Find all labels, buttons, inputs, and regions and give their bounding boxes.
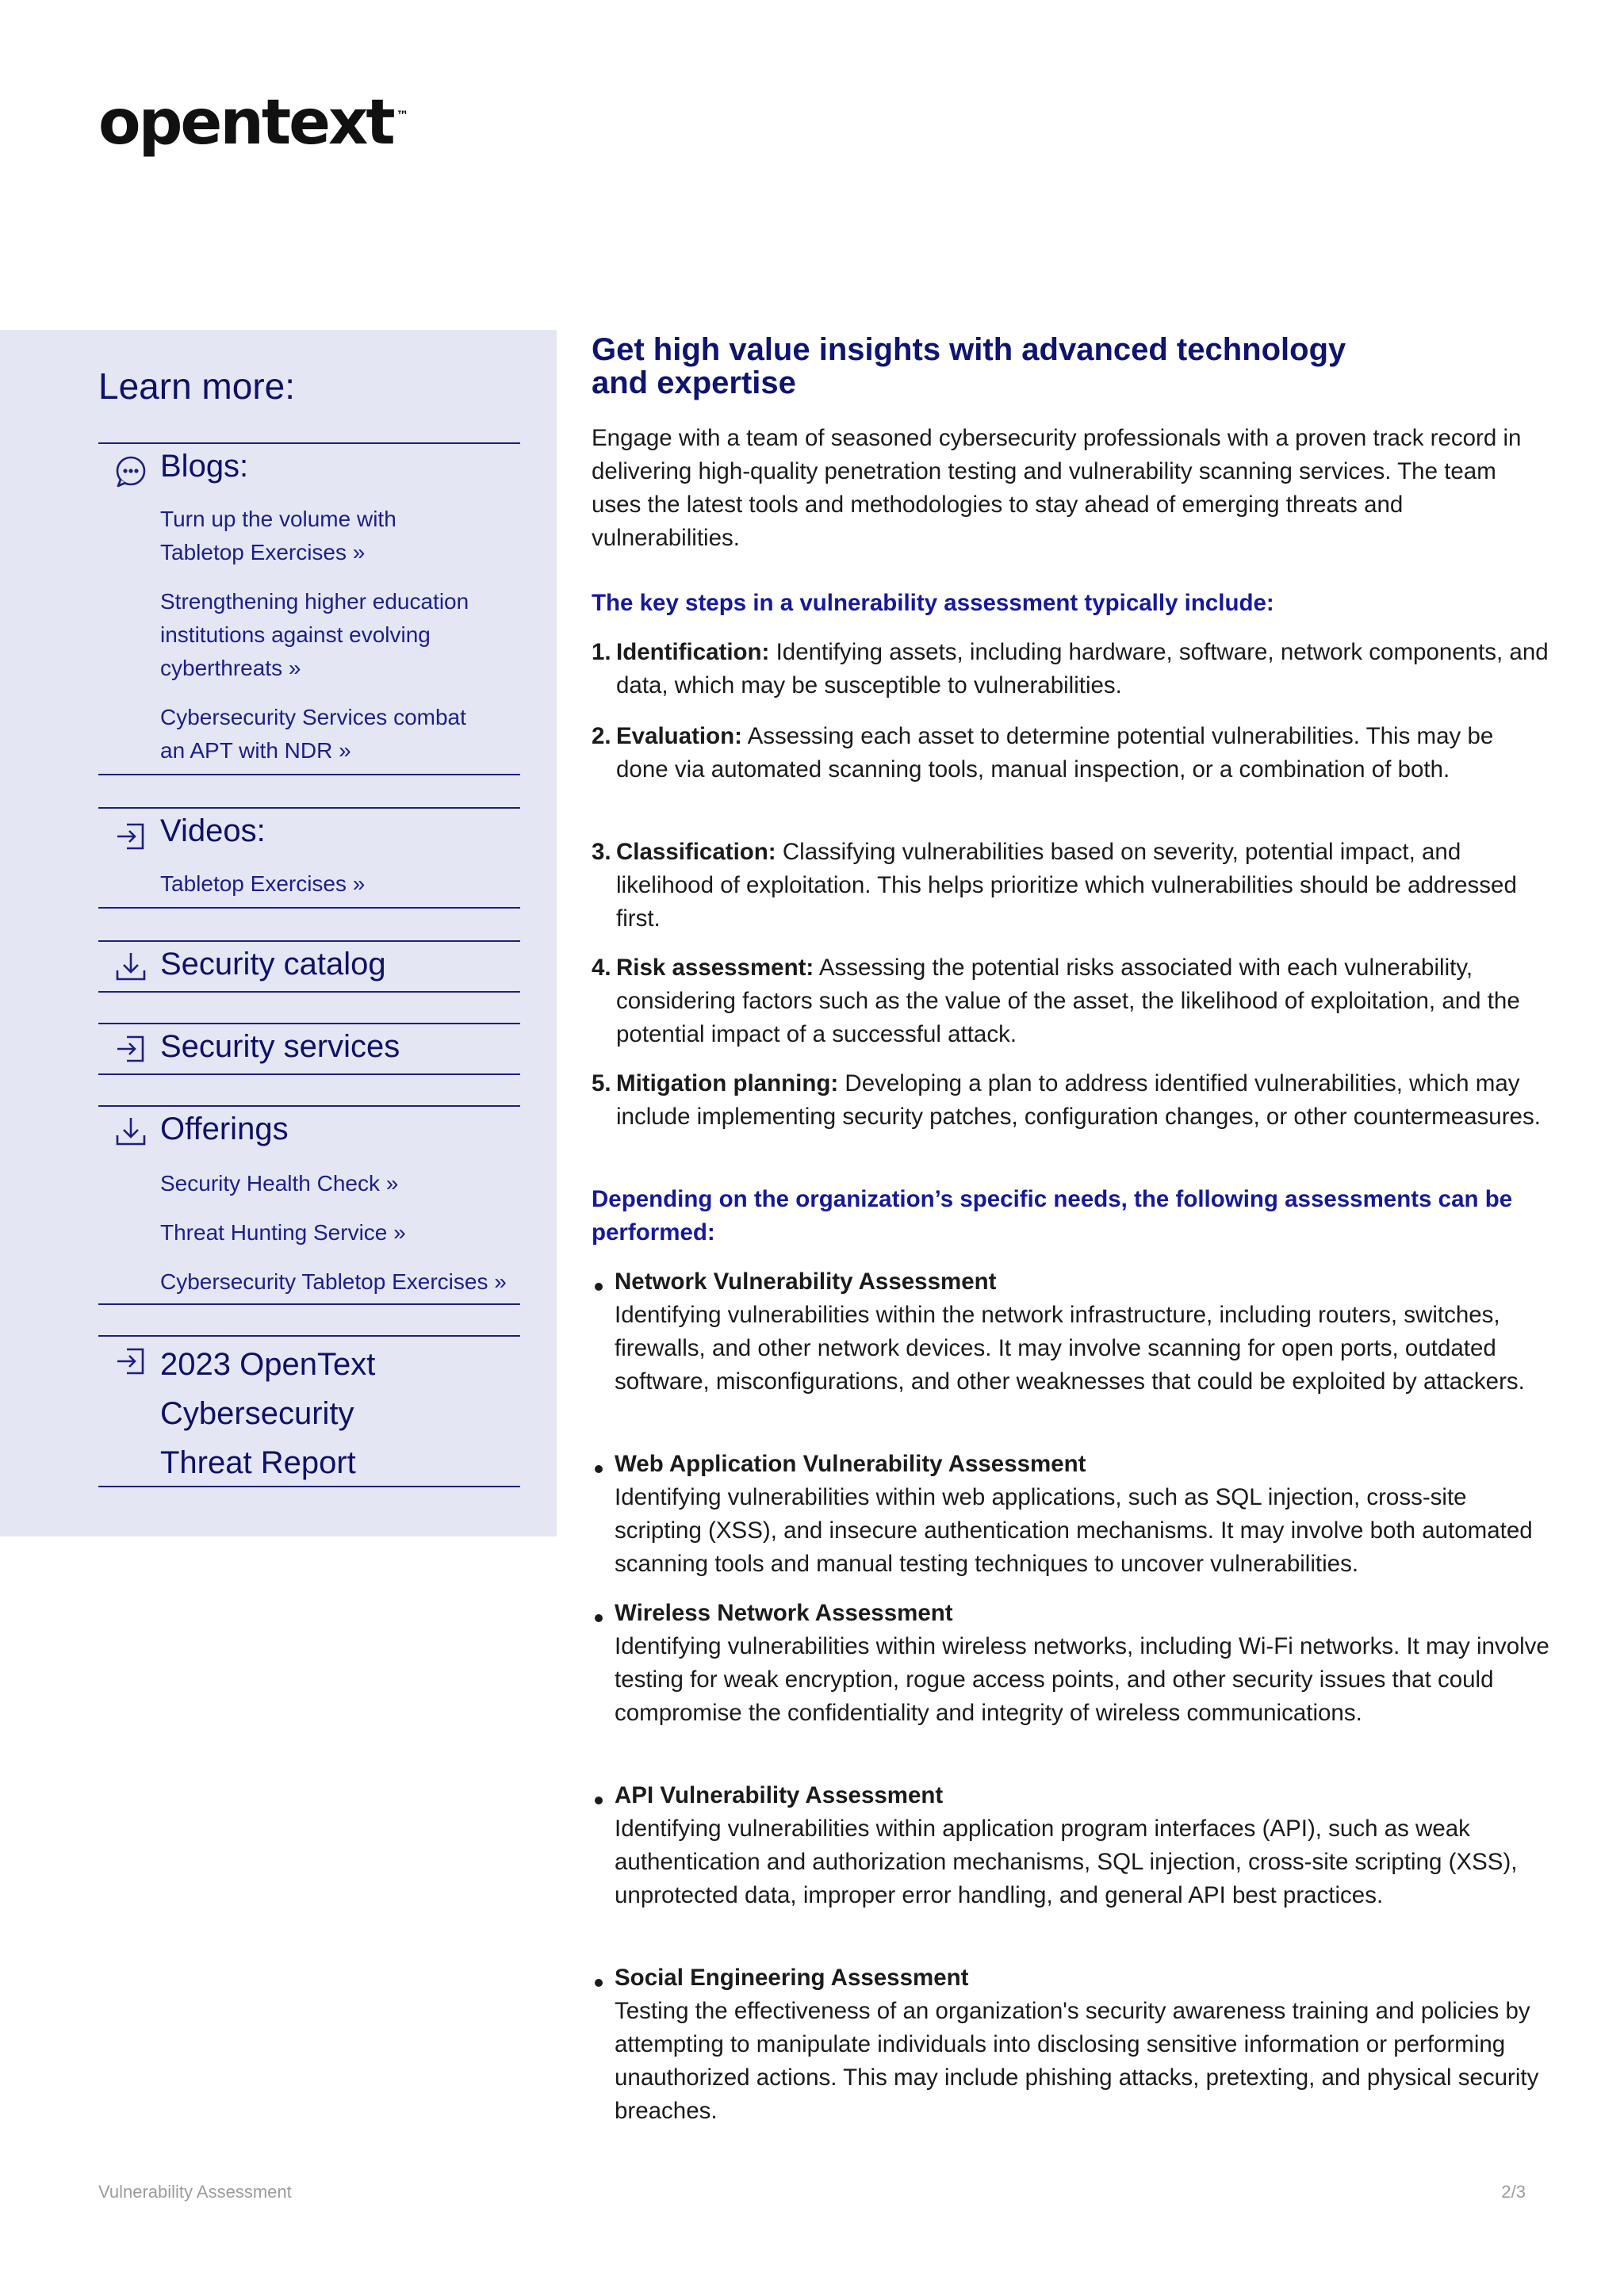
blog-link-higher-education[interactable]: Strengthening higher education institutions against evolving cyberthreats » — [160, 589, 469, 680]
bullet — [595, 1979, 603, 1987]
step-number: 4. — [592, 955, 611, 981]
threat-report-link[interactable] — [98, 1335, 520, 1487]
security-catalog-title: Security catalog — [160, 947, 386, 982]
footer-page-number: 2/3 — [1501, 2182, 1526, 2202]
step-evaluation: Evaluation: Assessing each asset to determine potential vulnerabilities. This may be done via automated scanning tools, manual inspection, or a combination of both. — [616, 723, 1494, 783]
assessment-text-social-engineering: Testing the effectiveness of an organization's security awareness training and policies by attempting to manipulate individuals into disclosing sensitive information or performing unauthorized actions. This may include phishing attacks, pretexting, and physical security breaches. — [615, 1998, 1539, 2124]
download-icon — [114, 950, 147, 983]
offerings-section — [98, 1105, 520, 1305]
offering-link-tabletop-exercises[interactable]: Cybersecurity Tabletop Exercises » — [160, 1269, 507, 1294]
assessment-title-api: API Vulnerability Assessment — [615, 1782, 944, 1808]
chat-bubble-icon — [114, 455, 147, 488]
offerings-title: Offerings — [160, 1112, 289, 1146]
bullet — [595, 1465, 603, 1473]
step-number: 5. — [592, 1070, 611, 1096]
blogs-section — [98, 442, 520, 775]
security-services-link[interactable] — [98, 1023, 520, 1075]
arrow-into-box-icon — [114, 1345, 147, 1378]
step-number: 3. — [592, 839, 611, 865]
offering-link-health-check[interactable]: Security Health Check » — [160, 1171, 399, 1196]
assessment-text-api: Identifying vulnerabilities within application program interfaces (API), such as weak authentication and authorization mechanisms, SQL injection, cross-site scripting (XSS), unprotected data, improper error handling, and general API best practices. — [615, 1816, 1518, 1908]
security-catalog-link[interactable] — [98, 940, 520, 993]
blogs-title: Blogs: — [160, 449, 249, 484]
threat-report-title: 2023 OpenText Cybersecurity Threat Report — [160, 1347, 376, 1480]
assessment-text-network: Identifying vulnerabilities within the network infrastructure, including routers, switches, firewalls, and other network devices. It may involve scanning for open ports, outdated software, misconfigurations, and other weaknesses that could be exploited by attackers. — [615, 1302, 1525, 1395]
steps-heading: The key steps in a vulnerability assessment typically include: — [592, 590, 1274, 616]
blog-link-tabletop-volume[interactable]: Turn up the volume with Tabletop Exercises » — [160, 507, 396, 564]
page-heading: Get high value insights with advanced technology and expertise — [592, 332, 1346, 400]
arrow-into-box-icon — [114, 820, 147, 853]
bullet — [595, 1283, 603, 1291]
assessments-heading: Depending on the organization’s specific needs, the following assessments can be performed: — [592, 1186, 1513, 1246]
assessment-text-wireless: Identifying vulnerabilities within wireless networks, including Wi-Fi networks. It may involve testing for weak encryption, rogue access points, and other security issues that could compromise the confidentiality and integrity of wireless communications. — [615, 1633, 1549, 1726]
download-icon — [114, 1115, 147, 1148]
opentext-logo: opentext ™ — [98, 87, 409, 159]
assessment-text-web-app: Identifying vulnerabilities within web applications, such as SQL injection, cross-site scripting (XSS), and insecure authentication mechanisms. It may involve both automated scanning tools and manual testing techniques to uncover vulnerabilities. — [615, 1484, 1533, 1577]
assessment-title-network: Network Vulnerability Assessment — [615, 1269, 997, 1295]
footer-document-title: Vulnerability Assessment — [98, 2182, 292, 2202]
bullet — [595, 1614, 603, 1622]
assessment-title-web-app: Web Application Vulnerability Assessment — [615, 1451, 1086, 1477]
step-classification: Classification: Classifying vulnerabilities based on severity, potential impact, and likelihood of exploitation. This helps prioritize which vulnerabilities should be addressed first. — [616, 839, 1517, 932]
arrow-into-box-icon — [114, 1032, 147, 1066]
step-mitigation-planning: Mitigation planning: Developing a plan to address identified vulnerabilities, which may include implementing security patches, configuration changes, or other countermeasures. — [616, 1070, 1541, 1130]
learn-more-sidebar — [0, 330, 557, 1536]
blog-link-apt-ndr[interactable]: Cybersecurity Services combat an APT with NDR » — [160, 705, 466, 763]
intro-paragraph: Engage with a team of seasoned cybersecurity professionals with a proven track record in delivering high-quality penetration testing and vulnerability scanning services. The team uses the latest tools and methodologies to stay ahead of emerging threats and vulnerabilities. — [592, 425, 1522, 551]
bullet — [595, 1797, 603, 1804]
videos-title: Videos: — [160, 813, 266, 848]
offering-link-threat-hunting[interactable]: Threat Hunting Service » — [160, 1220, 406, 1245]
step-number: 1. — [592, 639, 611, 665]
assessment-title-wireless: Wireless Network Assessment — [615, 1600, 953, 1626]
videos-section — [98, 807, 520, 909]
security-services-title: Security services — [160, 1029, 400, 1064]
step-identification: Identification: Identifying assets, including hardware, software, network components, and data, which may be susceptible to vulnerabilities. — [616, 639, 1549, 698]
step-risk-assessment: Risk assessment: Assessing the potential risks associated with each vulnerability, considering factors such as the value of the asset, the likelihood of exploitation, and the potential impact of a successful attack. — [616, 955, 1520, 1047]
learn-more-heading: Learn more: — [98, 365, 296, 407]
assessment-title-social-engineering: Social Engineering Assessment — [615, 1965, 969, 1991]
step-number: 2. — [592, 723, 611, 749]
video-link-tabletop[interactable]: Tabletop Exercises » — [160, 871, 366, 896]
